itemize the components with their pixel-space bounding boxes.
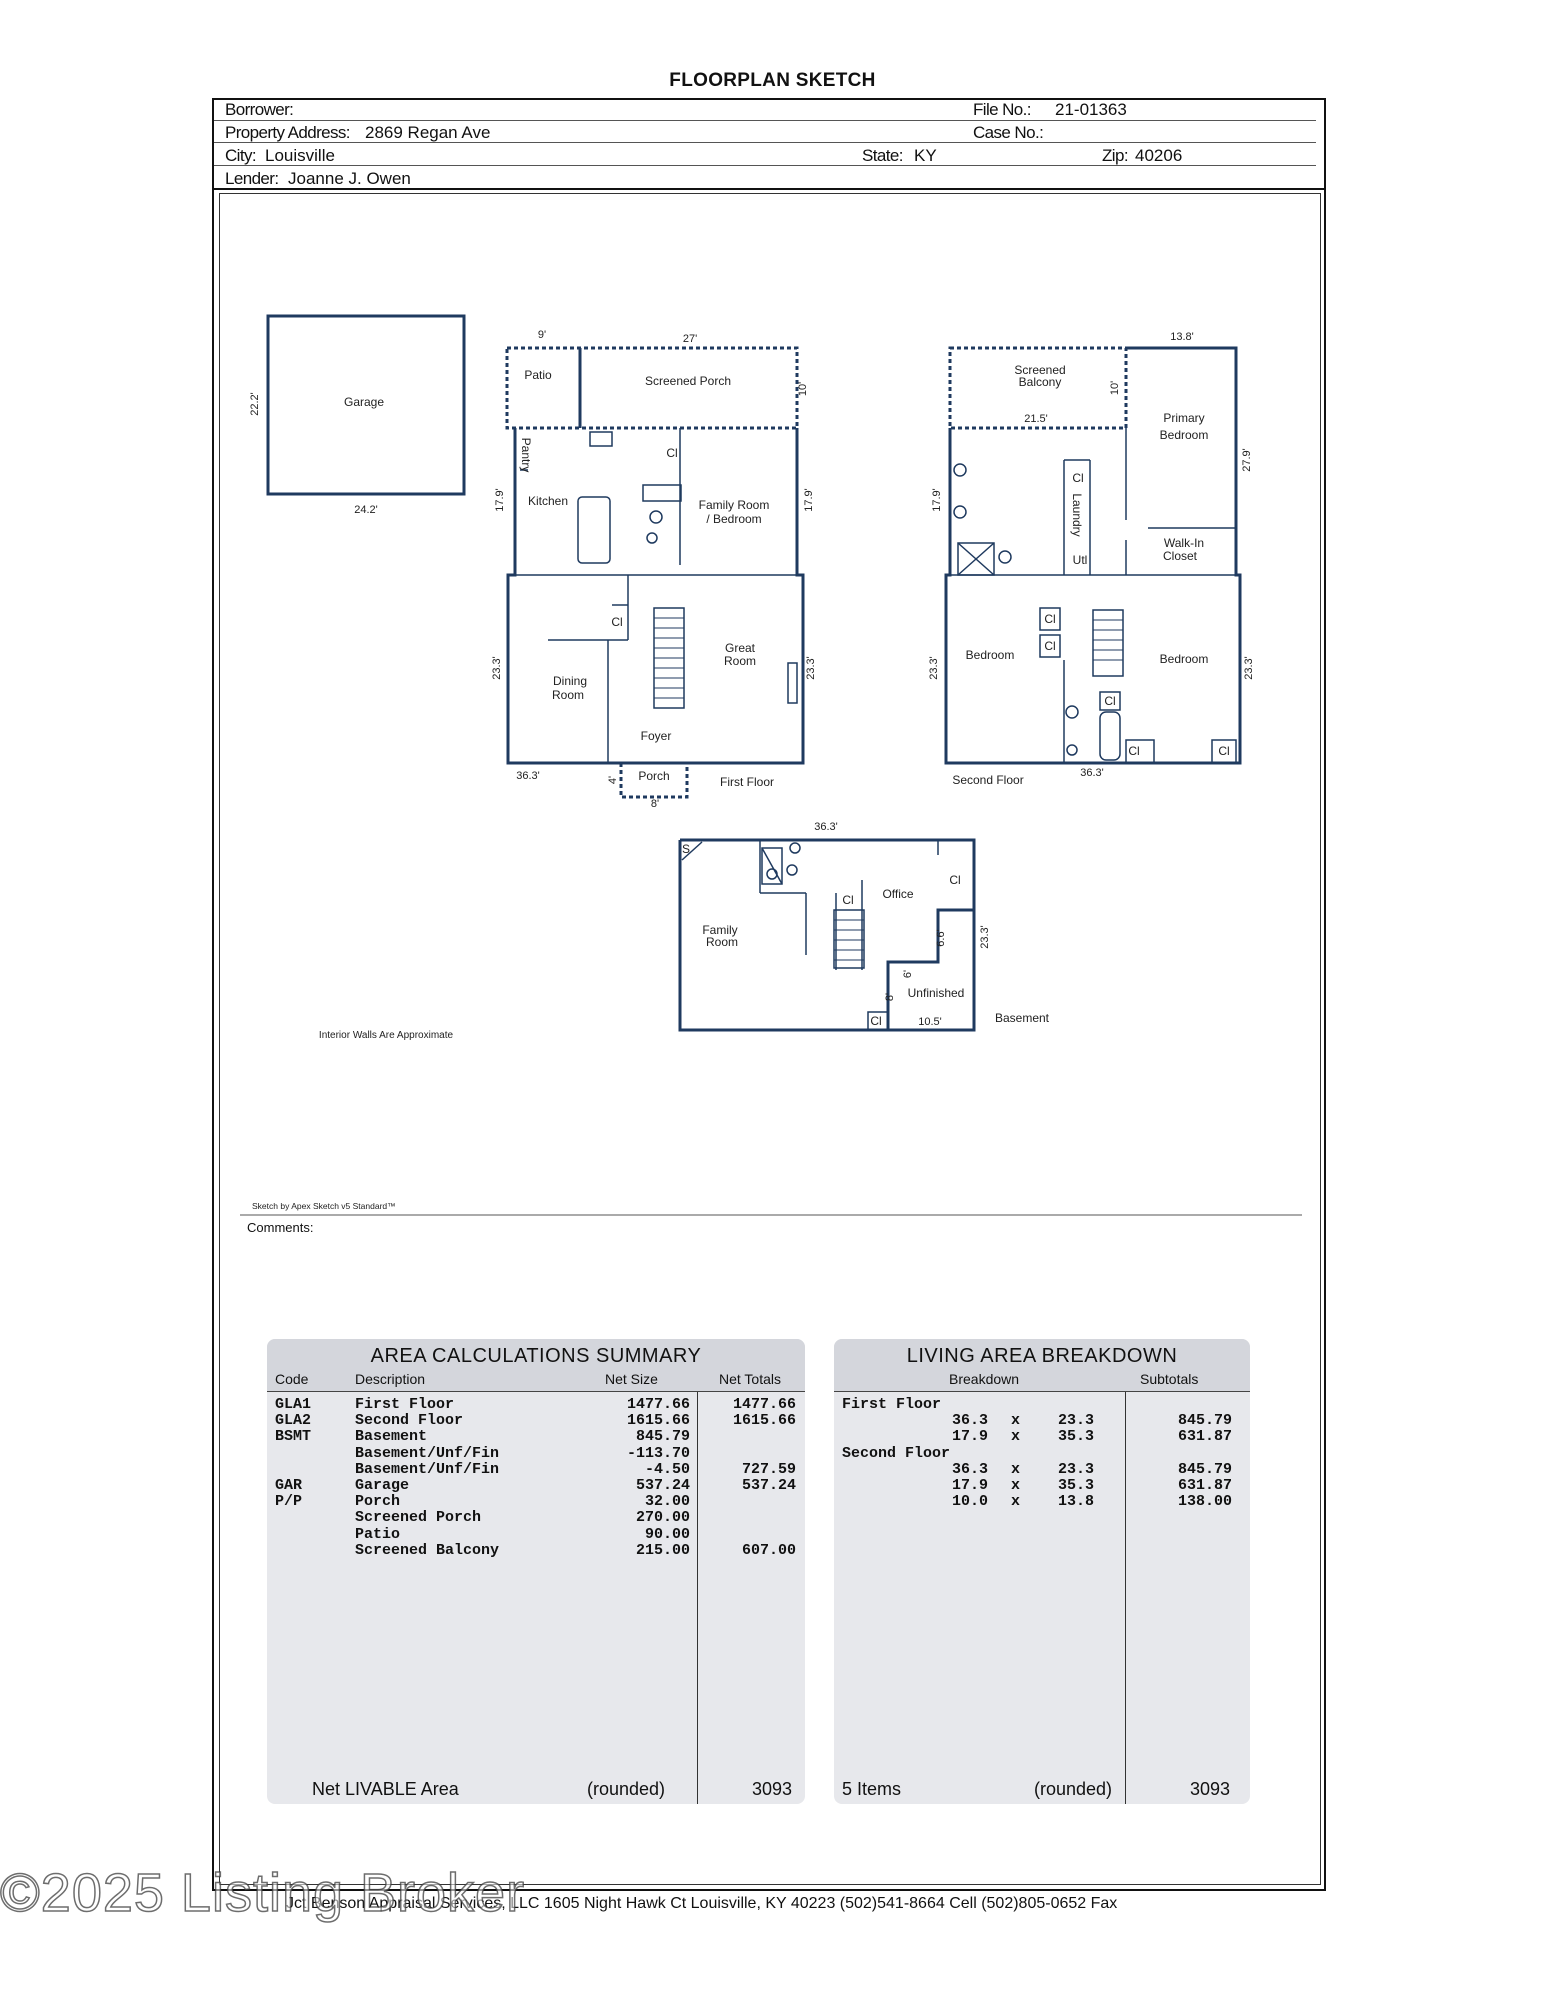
closet-label: Cl <box>1104 694 1116 708</box>
area-row-code: GLA2 <box>275 1412 312 1430</box>
bedroom-label: Bedroom <box>1159 652 1209 666</box>
breakdown-row-b: 23.3 <box>1057 1460 1094 1478</box>
area-row-size: 1477.66 <box>626 1396 690 1413</box>
area-row-desc: Screened Balcony <box>355 1541 500 1559</box>
dimension-label: 17.9' <box>494 488 506 512</box>
dimension-label: 13.8' <box>1170 331 1194 343</box>
dimension-label: 9' <box>537 329 547 341</box>
breakdown-row-a: 10.0 <box>951 1493 988 1511</box>
closet-label: Cl <box>842 893 854 907</box>
garage-label: Garage <box>343 395 385 409</box>
dimension-label: 10' <box>1109 380 1121 396</box>
col-description-header: Description <box>355 1371 426 1387</box>
breakdown-row-sub: 845.79 <box>1177 1460 1232 1478</box>
laundry-label: Laundry <box>1070 493 1084 537</box>
area-row-code: BSMT <box>275 1428 312 1446</box>
dimension-label: 8' <box>650 798 660 810</box>
living-area-panel <box>834 1339 1250 1804</box>
dimension-label: 10' <box>797 381 809 397</box>
interior-walls-note: Interior Walls Are Approximate <box>318 1030 454 1041</box>
closet-label: Cl <box>666 446 678 460</box>
appraiser-footer: Jct Benson Appraisal Services, LLC 1605 Night Hawk Ct Louisville, KY 40223 (502)541-8664 Cell (502)805-0652 Fax <box>286 1895 1118 1912</box>
area-row-desc: Basement <box>355 1428 428 1446</box>
dimension-label: 21.5' <box>1024 413 1048 425</box>
great-room-label: Great <box>724 641 756 655</box>
kitchen-label: Kitchen <box>527 494 569 508</box>
area-row-desc: Garage <box>355 1477 410 1494</box>
area-row-total: 1615.66 <box>732 1412 796 1430</box>
dimension-label: 27' <box>682 333 698 345</box>
walk-in-closet-label: Walk-In <box>1163 536 1205 550</box>
basement-label: Basement <box>994 1011 1050 1025</box>
dimension-label: 27.9' <box>1241 448 1253 472</box>
zip-value: 40206 <box>1135 146 1183 165</box>
net-livable-value: 3093 <box>752 1779 793 1799</box>
dimension-label: 6' <box>902 969 914 979</box>
area-row-desc: Basement/Unf/Fin <box>355 1444 500 1462</box>
dimension-label: 23.3' <box>979 925 991 949</box>
column-divider <box>1125 1392 1126 1804</box>
area-row-size: -113.70 <box>626 1444 690 1462</box>
area-row-total: 607.00 <box>741 1541 796 1559</box>
dimension-label: 17.9' <box>931 488 943 512</box>
breakdown-row-b: 35.3 <box>1057 1428 1094 1446</box>
area-row-size: 90.00 <box>644 1525 690 1543</box>
lender-label: Lender: <box>225 169 279 188</box>
dimension-label: 17.9' <box>803 488 815 512</box>
area-row-desc: Basement/Unf/Fin <box>355 1460 500 1478</box>
screened-balcony-label: Screened <box>1014 363 1066 377</box>
area-row-desc: First Floor <box>355 1396 455 1413</box>
closet-label: Cl <box>1218 744 1230 758</box>
breakdown-row-a: 17.9 <box>951 1477 988 1494</box>
dimension-label: 23.3' <box>491 656 503 680</box>
dimension-label: 36.3' <box>516 770 540 782</box>
col-net-size-header: Net Size <box>605 1371 658 1387</box>
breakdown-row-a: 36.3 <box>951 1412 988 1430</box>
great-room-label-2: Room <box>723 654 757 668</box>
watermark: ©2025 Listing Broker <box>0 1863 526 1923</box>
first-floor-outline <box>508 428 803 763</box>
area-row-total: 1477.66 <box>732 1396 796 1413</box>
office-label: Office <box>882 887 914 901</box>
breakdown-row-x: x <box>1011 1477 1021 1494</box>
breakdown-row-b: 35.3 <box>1057 1477 1094 1494</box>
column-divider <box>697 1392 698 1804</box>
rounded-label: (rounded) <box>587 1779 666 1799</box>
sketch-credit: Sketch by Apex Sketch v5 Standard™ <box>252 1201 396 1211</box>
address-value: 2869 Regan Ave <box>365 123 491 142</box>
primary-bedroom-label: Primary <box>1163 411 1205 425</box>
foyer-label: Foyer <box>640 729 672 743</box>
unfinished-label: Unfinished <box>907 986 965 1000</box>
dimension-label: 8' <box>884 992 896 1002</box>
breakdown-row-sub: 845.79 <box>1177 1412 1232 1430</box>
area-summary-title: AREA CALCULATIONS SUMMARY <box>370 1345 702 1367</box>
area-row-size: 537.24 <box>635 1477 690 1494</box>
living-total-value: 3093 <box>1190 1779 1231 1799</box>
dining-room-label: Dining <box>552 674 588 688</box>
col-subtotals-header: Subtotals <box>1140 1371 1199 1387</box>
closet-label: Cl <box>1044 639 1056 653</box>
city-value: Louisville <box>265 146 335 165</box>
breakdown-row-a: 17.9 <box>951 1428 988 1446</box>
area-row-desc: Screened Porch <box>355 1509 482 1527</box>
breakdown-row-x: x <box>1011 1493 1021 1511</box>
lender-value: Joanne J. Owen <box>288 169 411 188</box>
dimension-label: 23.3' <box>1243 656 1255 680</box>
second-floor-label: Second Floor <box>952 773 1024 787</box>
breakdown-row-a: 36.3 <box>951 1460 988 1478</box>
comments-label: Comments: <box>247 1220 314 1235</box>
borrower-label: Borrower: <box>225 100 294 119</box>
area-row-size: 1615.66 <box>626 1412 690 1430</box>
breakdown-row-b: 23.3 <box>1057 1412 1094 1430</box>
area-row-size: 32.00 <box>644 1493 690 1511</box>
address-label: Property Address: <box>225 123 350 142</box>
area-calculations-panel <box>267 1339 805 1804</box>
dimension-label: 24.2' <box>354 504 378 516</box>
state-value: KY <box>914 146 937 165</box>
dimension-label: 36.3' <box>1080 767 1104 779</box>
family-room-label: Family Room <box>698 498 770 512</box>
area-row-total: 727.59 <box>741 1460 796 1478</box>
porch-label: Porch <box>638 769 670 783</box>
screened-porch-outline <box>507 348 797 428</box>
dimension-label: 4' <box>607 775 619 785</box>
primary-bedroom-label-2: Bedroom <box>1159 428 1209 442</box>
area-row-total: 537.24 <box>741 1477 796 1494</box>
city-label: City: <box>225 146 257 165</box>
col-net-totals-header: Net Totals <box>719 1371 781 1387</box>
dimension-label: 6.6' <box>935 929 947 947</box>
dimension-label: 10.5' <box>918 1016 942 1028</box>
col-code-header: Code <box>275 1371 309 1387</box>
state-label: State: <box>862 146 903 165</box>
breakdown-row-x: x <box>1011 1428 1021 1446</box>
family-room-label-2: / Bedroom <box>706 512 762 526</box>
case-no-label: Case No.: <box>973 123 1044 142</box>
closet-label: Cl <box>611 615 623 629</box>
area-row-size: 845.79 <box>635 1428 690 1446</box>
closet-label: Cl <box>1044 612 1056 626</box>
breakdown-row-x: x <box>1011 1412 1021 1430</box>
breakdown-row-x: x <box>1011 1460 1021 1478</box>
area-row-code: GAR <box>275 1477 303 1494</box>
first-floor-label: First Floor <box>720 775 774 789</box>
area-row-code: P/P <box>275 1493 303 1511</box>
area-row-desc: Patio <box>355 1525 401 1543</box>
closet-label: Cl <box>1072 471 1084 485</box>
utility-label: Utl <box>1072 553 1088 567</box>
walk-in-closet-label-2: Closet <box>1162 549 1198 563</box>
closet-label: Cl <box>1128 744 1140 758</box>
area-row-size: 215.00 <box>635 1541 690 1559</box>
living-breakdown-title: LIVING AREA BREAKDOWN <box>906 1345 1178 1367</box>
items-count: 5 Items <box>842 1779 902 1799</box>
dimension-label: 23.3' <box>805 656 817 680</box>
area-row-size: -4.50 <box>644 1460 690 1478</box>
family-room-label: Family <box>702 923 738 937</box>
area-row-code: GLA1 <box>275 1396 312 1413</box>
dimension-label: 23.3' <box>928 656 940 680</box>
dining-room-label-2: Room <box>551 688 585 702</box>
area-row-size: 270.00 <box>635 1509 690 1527</box>
stair-s-label: S <box>681 842 691 856</box>
pantry-label: Pantry <box>519 437 533 473</box>
file-no-value: 21-01363 <box>1055 100 1127 119</box>
closet-label: Cl <box>870 1014 882 1028</box>
col-breakdown-header: Breakdown <box>949 1371 1020 1387</box>
screened-porch-label: Screened Porch <box>644 374 732 388</box>
dimension-label: 36.3' <box>814 821 838 833</box>
breakdown-row-sub: 138.00 <box>1177 1493 1232 1511</box>
breakdown-row-label: First Floor <box>842 1396 942 1413</box>
family-room-label-2: Room <box>705 935 739 949</box>
page-title: FLOORPLAN SKETCH <box>669 70 876 91</box>
breakdown-row-sub: 631.87 <box>1177 1477 1232 1494</box>
net-livable-label: Net LIVABLE Area <box>312 1779 459 1799</box>
patio-label: Patio <box>524 368 552 382</box>
breakdown-row-b: 13.8 <box>1057 1493 1094 1511</box>
breakdown-row-label: Second Floor <box>842 1444 951 1462</box>
area-row-desc: Porch <box>355 1493 401 1511</box>
closet-label: Cl <box>949 873 961 887</box>
breakdown-row-sub: 631.87 <box>1177 1428 1232 1446</box>
dimension-label: 22.2' <box>249 392 261 416</box>
rounded-label: (rounded) <box>1034 1779 1113 1799</box>
area-row-desc: Second Floor <box>355 1412 464 1430</box>
bedroom-label: Bedroom <box>965 648 1015 662</box>
file-no-label: File No.: <box>973 100 1031 119</box>
screened-balcony-label-2: Balcony <box>1018 375 1062 389</box>
zip-label: Zip: <box>1102 146 1128 165</box>
